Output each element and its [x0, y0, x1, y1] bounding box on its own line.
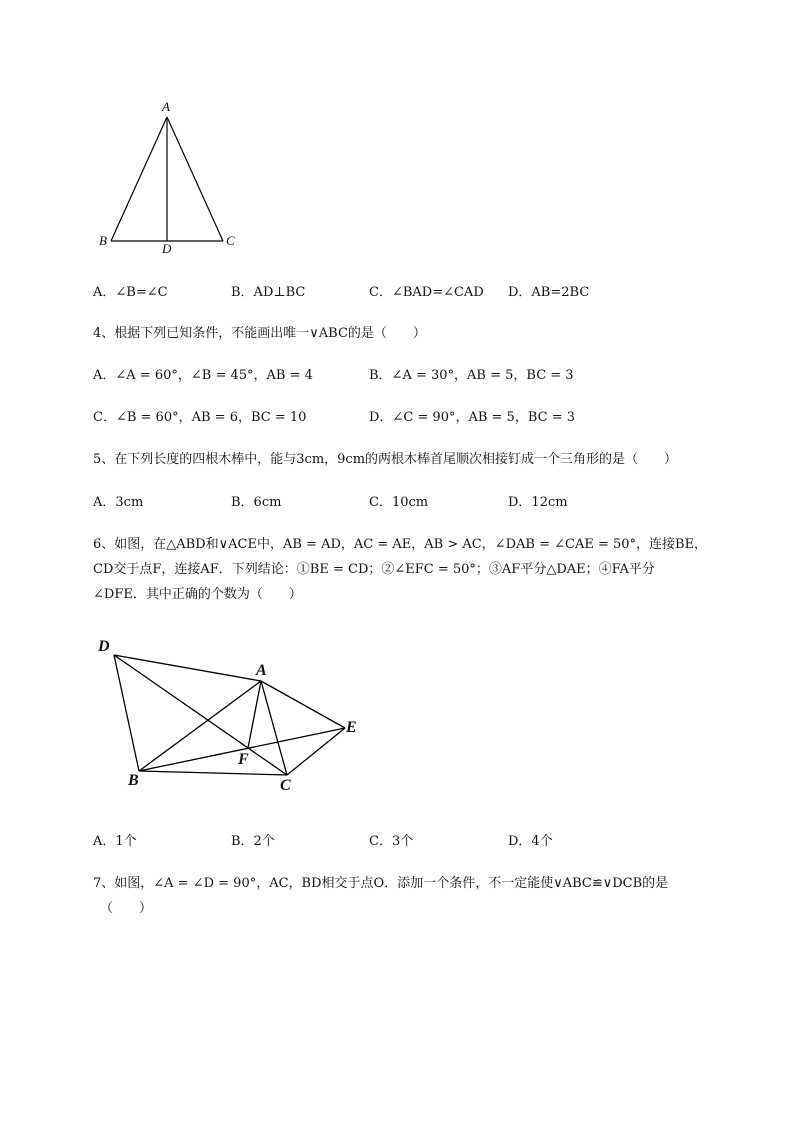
q3-option-c: C．∠BAD=∠CAD	[369, 285, 484, 300]
q5-stem: 5、在下列长度的四根木棒中，能与3cm，9cm的两根木棒首尾顺次相接钉成一个三角形的是（ ）	[93, 452, 678, 467]
q7-stem-line-2: （ ）	[100, 901, 153, 916]
label-a: A	[162, 99, 170, 114]
q4-option-c: C．∠B = 60°，AB = 6，BC = 10	[93, 410, 307, 425]
side-ab	[111, 117, 167, 241]
q5-option-a: A．3cm	[93, 495, 144, 510]
segment-af	[248, 681, 261, 748]
label-c: C	[280, 777, 291, 794]
label-e: E	[346, 719, 357, 736]
label-d: D	[98, 638, 110, 655]
q3-option-a: A．∠B=∠C	[93, 285, 168, 300]
figure-triangle-abc	[90, 95, 250, 260]
q6-stem-line-3: ∠DFE．其中正确的个数为（ ）	[93, 587, 302, 602]
q5-option-c: C．10cm	[369, 495, 429, 510]
q6-option-b: B．2个	[231, 834, 275, 849]
q6-option-d: D．4个	[508, 834, 553, 849]
segment-ae	[261, 681, 345, 728]
q6-option-c: C．3个	[369, 834, 414, 849]
segment-ac	[261, 681, 287, 775]
label-c: C	[226, 233, 235, 248]
q3-option-b: B．AD⊥BC	[231, 285, 306, 300]
segment-db	[114, 655, 139, 771]
q3-option-d: D．AB=2BC	[508, 285, 590, 300]
q5-option-d: D．12cm	[508, 495, 568, 510]
q6-option-a: A．1个	[93, 834, 137, 849]
q6-stem-line-1: 6、如图，在△ABD和∨ACE中，AB = AD，AC = AE，AB > AC，∠DAB = ∠CAE = 50°，连接BE，	[93, 537, 708, 552]
label-d: D	[162, 241, 172, 256]
q4-option-b: B．∠A = 30°，AB = 5，BC = 3	[369, 368, 574, 383]
q5-option-b: B．6cm	[231, 495, 282, 510]
label-b: B	[99, 233, 107, 248]
side-ac	[167, 117, 223, 241]
segment-ce	[287, 728, 345, 775]
label-a: A	[256, 662, 267, 679]
label-b: B	[128, 772, 139, 789]
q4-option-a: A．∠A = 60°，∠B = 45°，AB = 4	[93, 368, 313, 383]
figure-quadrilateral	[95, 635, 370, 800]
q6-stem-line-2: CD交于点F，连接AF．下列结论：①BE = CD；②∠EFC = 50°；③AF平分△DAE；④FA平分	[93, 562, 655, 577]
label-f: F	[238, 751, 249, 768]
q7-stem-line-1: 7、如图，∠A = ∠D = 90°，AC，BD相交于点O．添加一个条件，不一定能使∨ABC≌∨DCB的是	[93, 876, 669, 891]
segment-da	[114, 655, 261, 681]
q4-stem: 4、根据下列已知条件，不能画出唯一∨ABC的是（ ）	[93, 326, 426, 341]
segment-bc	[139, 771, 287, 775]
q4-option-d: D．∠C = 90°，AB = 5，BC = 3	[369, 410, 576, 425]
